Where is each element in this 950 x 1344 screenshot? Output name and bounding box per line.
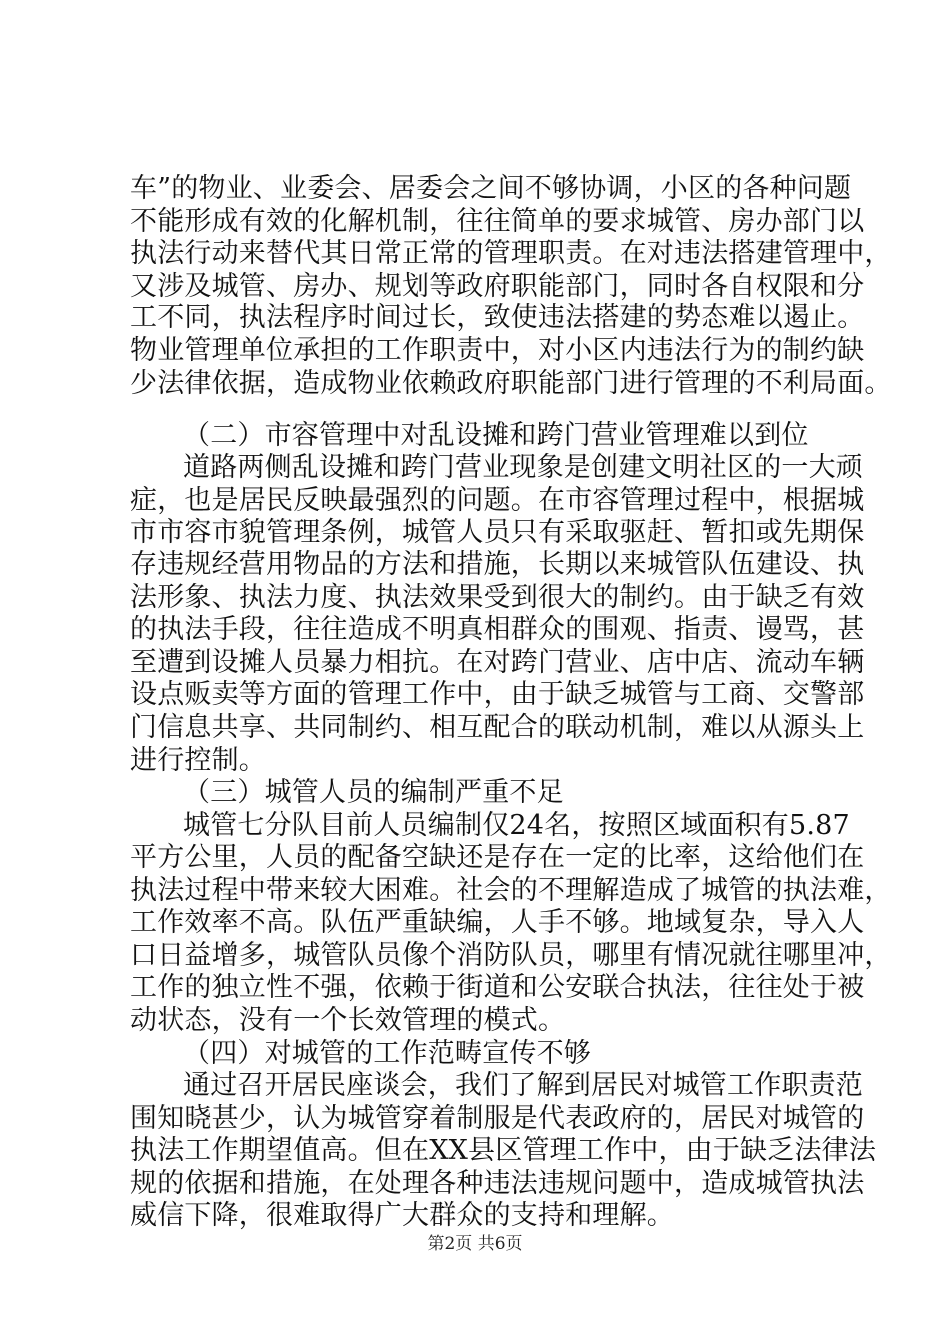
- paragraph-1-line-7: 少法律依据，造成物业依赖政府职能部门进行管理的不利局面。: [130, 368, 892, 399]
- section-2-line-9: 门信息共享、共同制约、相互配合的联动机制，难以从源头上: [130, 712, 865, 743]
- section-4-line-1: 通过召开居民座谈会，我们了解到居民对城管工作职责范: [183, 1070, 863, 1101]
- section-3-line-5: 口日益增多，城管队员像个消防队员，哪里有情况就往哪里冲，: [130, 940, 892, 971]
- section-4-line-5: 威信下降，很难取得广大群众的支持和理解。: [130, 1200, 674, 1231]
- paragraph-1-line-1: 车”的物业、业委会、居委会之间不够协调，小区的各种问题: [130, 173, 852, 204]
- section-3-line-1: 城管七分队目前人员编制仅24名，按照区域面积有5.87: [183, 810, 850, 841]
- section-2-line-1: 道路两侧乱设摊和跨门营业现象是创建文明社区的一大顽: [183, 452, 863, 483]
- section-2-line-6: 的执法手段，往往造成不明真相群众的围观、指责、谩骂，甚: [130, 614, 865, 645]
- paragraph-1-line-3: 执法行动来替代其日常正常的管理职责。在对违法搭建管理中，: [130, 238, 892, 269]
- section-2-line-2: 症，也是居民反映最强烈的问题。在市容管理过程中，根据城: [130, 485, 865, 516]
- paragraph-1-line-2: 不能形成有效的化解机制，往往简单的要求城管、房办部门以: [130, 206, 865, 237]
- section-4-line-4: 规的依据和措施，在处理各种违法违规问题中，造成城管执法: [130, 1168, 865, 1199]
- section-4-heading: （四）对城管的工作范畴宣传不够: [183, 1038, 591, 1069]
- section-2-line-3: 市市容市貌管理条例，城管人员只有采取驱赶、暂扣或先期保: [130, 517, 865, 548]
- section-3-line-3: 执法过程中带来较大困难。社会的不理解造成了城管的执法难，: [130, 875, 892, 906]
- section-2-line-10: 进行控制。: [130, 745, 266, 776]
- section-3-line-4: 工作效率不高。队伍严重缺编，人手不够。地域复杂，导入人: [130, 907, 865, 938]
- paragraph-1-line-6: 物业管理单位承担的工作职责中，对小区内违法行为的制约缺: [130, 335, 865, 366]
- section-3-line-6: 工作的独立性不强，依赖于街道和公安联合执法，往往处于被: [130, 972, 865, 1003]
- page-number-footer: 第2页 共6页: [427, 1234, 523, 1254]
- section-2-line-5: 法形象、执法力度、执法效果受到很大的制约。由于缺乏有效: [130, 582, 865, 613]
- section-2-line-8: 设点贩卖等方面的管理工作中，由于缺乏城管与工商、交警部: [130, 679, 865, 710]
- paragraph-1-line-4: 又涉及城管、房办、规划等政府职能部门，同时各自权限和分: [130, 271, 865, 302]
- section-2-line-7: 至遭到设摊人员暴力相抗。在对跨门营业、店中店、流动车辆: [130, 647, 865, 678]
- paragraph-1-line-5: 工不同，执法程序时间过长，致使违法搭建的势态难以遏止。: [130, 302, 865, 333]
- section-2-line-4: 存违规经营用物品的方法和措施，长期以来城管队伍建设、执: [130, 549, 865, 580]
- section-4-line-3: 执法工作期望值高。但在XX县区管理工作中，由于缺乏法律法: [130, 1135, 877, 1166]
- section-3-line-2: 平方公里，人员的配备空缺还是存在一定的比率，这给他们在: [130, 842, 865, 873]
- section-3-heading: （三）城管人员的编制严重不足: [183, 777, 564, 808]
- section-4-line-2: 围知晓甚少，认为城管穿着制服是代表政府的，居民对城管的: [130, 1103, 865, 1134]
- section-2-heading: （二）市容管理中对乱设摊和跨门营业管理难以到位: [183, 420, 809, 451]
- section-3-line-7: 动状态，没有一个长效管理的模式。: [130, 1005, 566, 1036]
